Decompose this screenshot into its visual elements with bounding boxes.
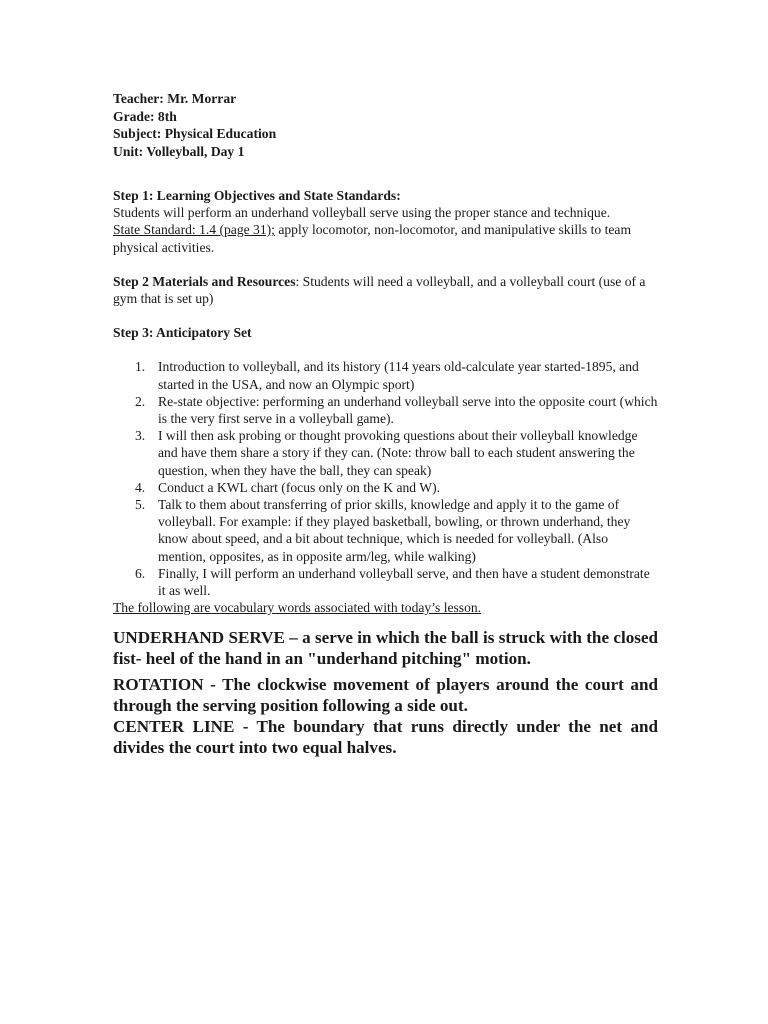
anticipatory-list [113,358,658,599]
list-item-text: Finally, I will perform an underhand volleyball serve, and then have a student demonstrate it as well. [158,565,650,599]
vocab-definition: - The clockwise movement of players around the court and through the serving position following a side out. [113,675,658,716]
step3-title: Step 3: Anticipatory Set [113,325,252,341]
lesson-plan-page [113,90,658,758]
teacher-line: Teacher: Mr. Morrar [113,91,237,106]
list-item-text: Talk to them about transferring of prior skills, knowledge and apply it to the game of volleyball. For example: if they played basketball, bowling, or thrown underhand, they know about speed, and a bit about technique, which is needed for volleyball. (Also mention, opposites, as in opposite arm/leg, while walking) [158,497,631,564]
vocab-term: ROTATION [113,675,204,695]
grade-line: Grade: 8th [113,108,177,124]
header-block [113,90,658,160]
list-item-number: 2. [135,393,146,409]
vocab-term: UNDERHAND SERVE [113,628,285,648]
state-standard-text: apply locomotor, non-locomotor, and manipulative skills to team physical activities. [113,222,632,255]
vocabulary-section [113,627,658,758]
list-item-text: I will then ask probing or thought provoking questions about their volleyball knowledge and have them share a story if they can. (Note: throw ball to each student answering the question, when they have the ball, they can speak) [158,428,638,478]
vocab-intro: The following are vocabulary words associated with today’s lesson. [113,600,482,616]
list-item [113,358,658,392]
subject-line: Subject: Physical Education [113,126,277,141]
list-item-number: 5. [135,497,146,513]
step1-objective: Students will perform an underhand volleyball serve using the proper stance and technique. [113,205,611,221]
list-item-number: 3. [135,428,146,444]
vocab-definition: - The boundary that runs directly under the net and divides the court into two equal halves. [113,717,659,758]
list-item-number: 1. [135,359,146,375]
list-item-number: 6. [135,565,146,581]
vocab-rotation [113,674,658,716]
vocab-definition: – a serve in which the ball is struck with the closed fist- heel of the hand in an "underhand pitching" motion. [113,628,659,669]
vocab-underhand-serve [113,627,658,669]
step2-text: : Students will need a volleyball, and a volleyball court (use of a gym that is set up) [113,273,646,307]
list-item [113,479,658,496]
vocab-term: CENTER LINE [113,717,235,737]
unit-line: Unit: Volleyball, Day 1 [113,143,245,159]
list-item [113,565,658,599]
step1-section [113,187,658,256]
step2-section [113,273,658,307]
state-standard-link[interactable]: State Standard: 1.4 (page 31); [113,222,275,238]
list-item-text: Conduct a KWL chart (focus only on the K and W). [158,479,440,495]
step2-title: Step 2 Materials and Resources [113,273,296,289]
list-item [113,496,658,565]
step1-standard [113,221,658,255]
list-item-text: Re-state objective: performing an underhand volleyball serve into the opposite court (which is the very first serve in a volleyball game). [158,393,658,427]
vocab-center-line [113,716,658,758]
step1-title: Step 1: Learning Objectives and State Standards: [113,188,401,203]
step2-paragraph [113,273,658,307]
list-item [113,427,658,479]
list-item-text: Introduction to volleyball, and its history (114 years old-calculate year started-1895, and started in the USA, and now an Olympic sport) [158,359,639,392]
list-item [113,393,658,427]
list-item-number: 4. [135,479,146,495]
step3-section [113,324,658,616]
